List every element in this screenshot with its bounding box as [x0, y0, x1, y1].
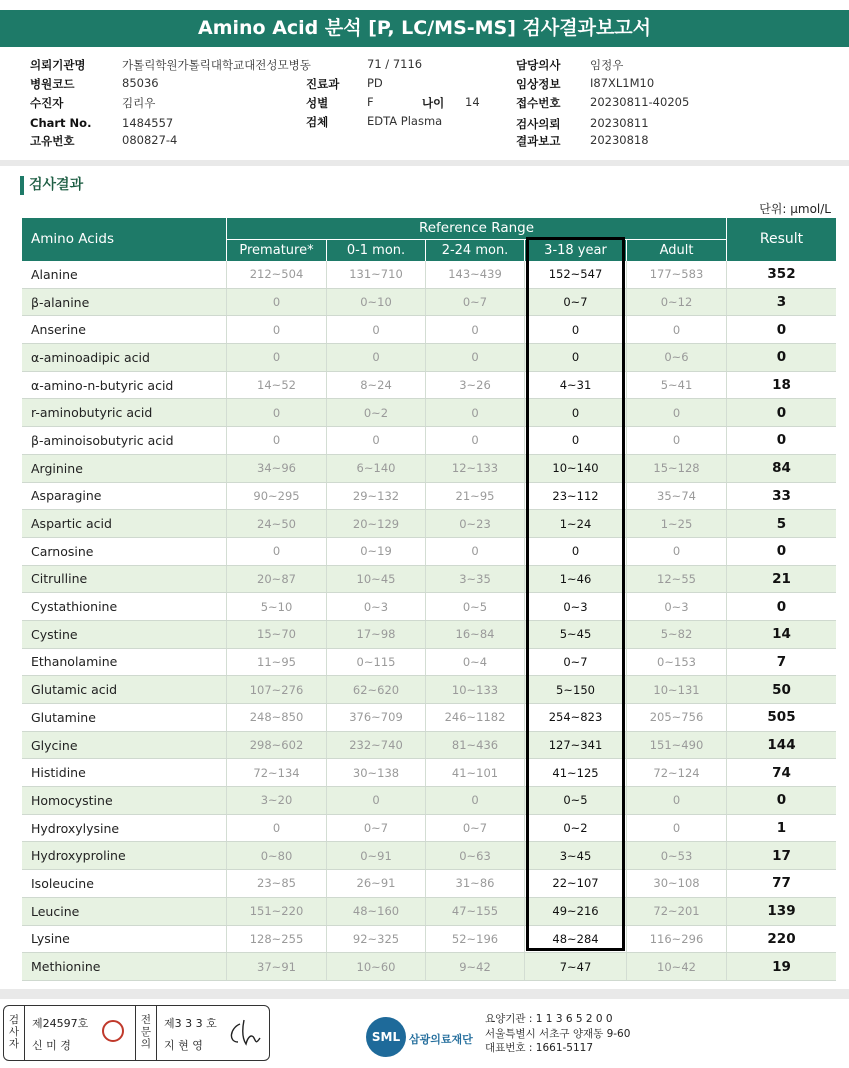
amino-acid-name: Glycine: [31, 737, 78, 753]
request-value: 20230811: [590, 116, 649, 130]
code-value: 85036: [122, 76, 159, 90]
specimen-label: 검체: [306, 115, 329, 129]
sex-value: F: [367, 95, 374, 109]
reference-range-cell: 8~24: [326, 372, 425, 399]
reference-range-cell: 0~80: [226, 842, 326, 869]
report-label: 결과보고: [516, 134, 561, 148]
section-title: 검사결과: [20, 176, 83, 195]
amino-acid-name: Homocystine: [31, 792, 113, 808]
reference-range-cell: 0~19: [326, 538, 425, 565]
ward-value: 71 / 7116: [367, 57, 423, 71]
reference-range-cell: 0: [524, 344, 626, 371]
reference-range-cell: 177~583: [626, 261, 726, 288]
result-value: 0: [726, 427, 836, 454]
reference-range-cell: 152~547: [524, 261, 626, 288]
age-value: 14: [465, 95, 480, 109]
reference-range-cell: 0~7: [524, 289, 626, 316]
reference-range-cell: 376~709: [326, 704, 425, 731]
amino-acid-name: Alanine: [31, 266, 78, 282]
amino-acid-name: Carnosine: [31, 543, 94, 559]
header-result: Result: [727, 218, 836, 261]
reference-range-cell: 10~140: [524, 455, 626, 482]
result-value: 19: [726, 953, 836, 980]
table-row: [22, 898, 836, 926]
reference-range-cell: 17~98: [326, 621, 425, 648]
reference-range-cell: 41~125: [524, 759, 626, 786]
result-value: 84: [726, 455, 836, 482]
amino-acid-name: Glutamic acid: [31, 682, 118, 698]
reference-range-cell: 0: [425, 399, 524, 426]
amino-acid-name: Methionine: [31, 959, 101, 975]
reference-range-cell: 0: [524, 399, 626, 426]
age-label: 나이: [422, 96, 445, 110]
result-value: 50: [726, 676, 836, 703]
reference-range-cell: 248~850: [226, 704, 326, 731]
reference-range-cell: 22~107: [524, 870, 626, 897]
specialist-vertical-label: [140, 1014, 152, 1050]
reference-range-cell: 20~87: [226, 566, 326, 593]
reference-range-cell: 127~341: [524, 732, 626, 759]
reference-range-cell: 254~823: [524, 704, 626, 731]
amino-acid-name: α-aminoadipic acid: [31, 349, 150, 365]
reference-range-cell: 81~436: [425, 732, 524, 759]
reference-range-cell: 0: [326, 787, 425, 814]
table-row: [22, 344, 836, 372]
table-row: [22, 566, 836, 594]
patient-value: 김리우: [122, 96, 156, 110]
specimen-value: EDTA Plasma: [367, 114, 443, 128]
chart-label: Chart No.: [30, 116, 92, 130]
reference-range-cell: 72~134: [226, 759, 326, 786]
tester-vlabel-char: 자: [8, 1038, 20, 1050]
reference-range-cell: 37~91: [226, 953, 326, 980]
reference-range-cell: 47~155: [425, 898, 524, 925]
table-row: [22, 510, 836, 538]
reference-range-cell: 0~2: [326, 399, 425, 426]
reference-range-cell: 5~150: [524, 676, 626, 703]
reference-range-cell: 0: [524, 316, 626, 343]
result-value: 21: [726, 566, 836, 593]
reference-range-cell: 151~490: [626, 732, 726, 759]
reference-range-cell: 0~4: [425, 649, 524, 676]
reference-range-cell: 0~115: [326, 649, 425, 676]
reference-range-cell: 4~31: [524, 372, 626, 399]
specialist-name: 지 현 영: [164, 1039, 203, 1052]
table-row: [22, 372, 836, 400]
reference-range-cell: 0: [226, 344, 326, 371]
table-row: [22, 455, 836, 483]
sex-label: 성별: [306, 96, 329, 110]
tester-vlabel-char: 검: [8, 1014, 20, 1026]
amino-acid-name: Citrulline: [31, 571, 88, 587]
table-row: [22, 926, 836, 954]
reference-range-cell: 6~140: [326, 455, 425, 482]
reference-range-cell: 107~276: [226, 676, 326, 703]
reference-range-cell: 72~124: [626, 759, 726, 786]
reference-range-cell: 0: [626, 316, 726, 343]
reference-range-cell: 1~24: [524, 510, 626, 537]
table-row: [22, 759, 836, 787]
table-row: [22, 870, 836, 898]
reference-range-cell: 0: [425, 538, 524, 565]
table-row: [22, 261, 836, 289]
reference-range-cell: 62~620: [326, 676, 425, 703]
reference-range-cell: 10~60: [326, 953, 425, 980]
reference-range-cell: 0: [326, 427, 425, 454]
reference-range-cell: 0: [626, 815, 726, 842]
reference-range-cell: 10~131: [626, 676, 726, 703]
table-row: [22, 289, 836, 317]
amino-acid-name: Histidine: [31, 765, 86, 781]
reference-range-cell: 15~70: [226, 621, 326, 648]
result-value: 220: [726, 926, 836, 953]
reference-range-cell: 10~42: [626, 953, 726, 980]
reference-range-cell: 0: [524, 538, 626, 565]
hospital-label: 의뢰기관명: [30, 58, 86, 72]
reference-range-cell: 1~46: [524, 566, 626, 593]
reference-range-cell: 35~74: [626, 483, 726, 510]
sml-logo-text: 삼광의료재단: [409, 1033, 473, 1046]
reference-range-cell: 131~710: [326, 261, 425, 288]
reference-range-cell: 10~45: [326, 566, 425, 593]
reference-range-cell: 3~45: [524, 842, 626, 869]
reference-range-cell: 0: [425, 787, 524, 814]
reference-range-cell: 0~3: [626, 593, 726, 620]
table-row: [22, 593, 836, 621]
table-row: [22, 732, 836, 760]
report-value: 20230818: [590, 133, 649, 147]
table-row: [22, 538, 836, 566]
result-value: 74: [726, 759, 836, 786]
dept-value: PD: [367, 76, 383, 90]
lab-address: [485, 1012, 630, 1056]
reference-range-cell: 0~53: [626, 842, 726, 869]
reference-range-cell: 5~45: [524, 621, 626, 648]
result-value: 7: [726, 649, 836, 676]
reference-range-cell: 3~26: [425, 372, 524, 399]
table-row: [22, 399, 836, 427]
reference-range-cell: 0~12: [626, 289, 726, 316]
result-value: 0: [726, 538, 836, 565]
reference-range-cell: 0: [425, 427, 524, 454]
reference-range-cell: 5~41: [626, 372, 726, 399]
reference-range-cell: 212~504: [226, 261, 326, 288]
reference-range-cell: 48~284: [524, 926, 626, 953]
table-row: [22, 427, 836, 455]
hospital-value: 가톨릭학원가톨릭대학교대전성모병동: [122, 58, 311, 72]
specialist-vlabel-char: 전: [140, 1014, 152, 1026]
reference-range-cell: 0: [226, 289, 326, 316]
tester-vertical-label: [8, 1014, 20, 1050]
highlight-3-18-year: [526, 237, 625, 951]
reference-range-cell: 31~86: [425, 870, 524, 897]
addr-line-1: 요양기관 : 1 1 3 6 5 2 0 0: [485, 1013, 613, 1025]
header-3-18-year: 3-18 year: [525, 240, 626, 261]
table-row: [22, 815, 836, 843]
sml-logo-mark: SML: [366, 1017, 406, 1057]
result-value: 1: [726, 815, 836, 842]
reference-range-cell: 72~201: [626, 898, 726, 925]
reference-range-cell: 12~133: [425, 455, 524, 482]
header-2-24-mon: 2-24 mon.: [426, 240, 524, 261]
reference-range-cell: 26~91: [326, 870, 425, 897]
reference-range-cell: 0: [626, 427, 726, 454]
result-value: 0: [726, 787, 836, 814]
divider-bottom: [0, 989, 849, 999]
reference-range-cell: 0~7: [425, 289, 524, 316]
header-amino-acids: Amino Acids: [22, 218, 226, 261]
amino-acid-name: Hydroxylysine: [31, 820, 120, 836]
unit-label: 단위: μmol/L: [759, 202, 831, 216]
amino-acid-name: β-alanine: [31, 294, 90, 310]
reference-range-cell: 0~10: [326, 289, 425, 316]
table-row: [22, 483, 836, 511]
reference-range-cell: 0: [226, 427, 326, 454]
tester-name: 신 미 경: [32, 1039, 71, 1052]
unique-label: 고유번호: [30, 134, 75, 148]
unique-value: 080827-4: [122, 133, 178, 147]
reference-range-cell: 0: [326, 316, 425, 343]
table-row: [22, 649, 836, 677]
reference-range-cell: 0~7: [524, 649, 626, 676]
reference-range-cell: 0~63: [425, 842, 524, 869]
reference-range-cell: 12~55: [626, 566, 726, 593]
result-value: 17: [726, 842, 836, 869]
result-value: 5: [726, 510, 836, 537]
amino-acid-name: Arginine: [31, 460, 83, 476]
header-reference-range: Reference Range: [227, 218, 726, 239]
table-row: [22, 676, 836, 704]
reference-range-cell: 0~5: [425, 593, 524, 620]
reference-range-cell: 3~35: [425, 566, 524, 593]
reference-range-cell: 14~52: [226, 372, 326, 399]
table-row: [22, 842, 836, 870]
reference-range-cell: 5~82: [626, 621, 726, 648]
result-value: 505: [726, 704, 836, 731]
doctor-value: 임정우: [590, 58, 624, 72]
result-value: 3: [726, 289, 836, 316]
reference-range-cell: 0: [524, 427, 626, 454]
header-0-1-mon: 0-1 mon.: [327, 240, 425, 261]
report-title: Amino Acid 분석 [P, LC/MS-MS] 검사결과보고서: [0, 10, 849, 47]
reference-range-cell: 0: [425, 316, 524, 343]
result-value: 18: [726, 372, 836, 399]
reference-range-cell: 92~325: [326, 926, 425, 953]
addr-line-3: 대표번호 : 1661-5117: [485, 1042, 594, 1054]
reference-range-cell: 0~23: [425, 510, 524, 537]
dept-label: 진료과: [306, 77, 340, 91]
header-adult: Adult: [627, 240, 726, 261]
reference-range-cell: 3~20: [226, 787, 326, 814]
doctor-label: 담당의사: [516, 58, 561, 72]
clinical-value: I87XL1M10: [590, 76, 655, 90]
reference-range-cell: 16~84: [425, 621, 524, 648]
table-row: [22, 787, 836, 815]
reference-range-cell: 0~5: [524, 787, 626, 814]
specialist-number: 제3 3 3 호: [164, 1017, 217, 1030]
result-value: 139: [726, 898, 836, 925]
tester-vlabel-char: 사: [8, 1026, 20, 1038]
amino-acid-name: Aspartic acid: [31, 516, 112, 532]
reference-range-cell: 0: [226, 538, 326, 565]
reference-range-cell: 21~95: [425, 483, 524, 510]
reference-range-cell: 7~47: [524, 953, 626, 980]
amino-acid-name: β-aminoisobutyric acid: [31, 432, 174, 448]
code-label: 병원코드: [30, 77, 75, 91]
specialist-vlabel-char: 의: [140, 1038, 152, 1050]
receipt-value: 20230811-40205: [590, 95, 690, 109]
amino-acid-name: r-aminobutyric acid: [31, 405, 153, 421]
reference-range-cell: 232~740: [326, 732, 425, 759]
reference-range-cell: 0: [226, 815, 326, 842]
reference-range-cell: 23~85: [226, 870, 326, 897]
result-value: 0: [726, 399, 836, 426]
reference-range-cell: 49~216: [524, 898, 626, 925]
reference-range-cell: 0~3: [326, 593, 425, 620]
specialist-signature: [226, 1018, 264, 1048]
amino-acid-name: α-amino-n-butyric acid: [31, 377, 174, 393]
reference-range-cell: 0~91: [326, 842, 425, 869]
reference-range-cell: 48~160: [326, 898, 425, 925]
reference-range-cell: 143~439: [425, 261, 524, 288]
reference-range-cell: 116~296: [626, 926, 726, 953]
reference-range-cell: 0: [626, 538, 726, 565]
result-value: 77: [726, 870, 836, 897]
reference-range-cell: 90~295: [226, 483, 326, 510]
patient-label: 수진자: [30, 96, 64, 110]
addr-line-2: 서울특별시 서초구 양재동 9-60: [485, 1027, 631, 1040]
result-value: 0: [726, 344, 836, 371]
amino-acid-name: Glutamine: [31, 709, 96, 725]
result-value: 14: [726, 621, 836, 648]
specialist-vlabel-char: 문: [140, 1026, 152, 1038]
reference-range-cell: 9~42: [425, 953, 524, 980]
reference-range-cell: 0~7: [425, 815, 524, 842]
amino-acid-name: Hydroxyproline: [31, 848, 126, 864]
table-row: [22, 316, 836, 344]
reference-range-cell: 52~196: [425, 926, 524, 953]
reference-range-cell: 0: [626, 399, 726, 426]
reference-range-cell: 1~25: [626, 510, 726, 537]
reference-range-cell: 11~95: [226, 649, 326, 676]
reference-range-cell: 0: [226, 399, 326, 426]
reference-range-cell: 30~108: [626, 870, 726, 897]
results-table: [22, 261, 836, 981]
result-value: 0: [726, 593, 836, 620]
reference-range-cell: 0: [326, 344, 425, 371]
amino-acid-name: Cystine: [31, 626, 78, 642]
reference-range-cell: 30~138: [326, 759, 425, 786]
reference-range-cell: 15~128: [626, 455, 726, 482]
reference-range-cell: 5~10: [226, 593, 326, 620]
reference-range-cell: 24~50: [226, 510, 326, 537]
reference-range-cell: 0~2: [524, 815, 626, 842]
reference-range-cell: 23~112: [524, 483, 626, 510]
reference-range-cell: 41~101: [425, 759, 524, 786]
request-label: 검사의뢰: [516, 117, 561, 131]
amino-acid-name: Lysine: [31, 931, 70, 947]
reference-range-cell: 0: [425, 344, 524, 371]
table-row: [22, 704, 836, 732]
table-row: [22, 621, 836, 649]
chart-value: 1484557: [122, 116, 174, 130]
tester-number: 제24597호: [32, 1017, 89, 1030]
reference-range-cell: 0~7: [326, 815, 425, 842]
receipt-label: 접수번호: [516, 96, 561, 110]
amino-acid-name: Isoleucine: [31, 875, 94, 891]
reference-range-cell: 34~96: [226, 455, 326, 482]
reference-range-cell: 0: [626, 787, 726, 814]
result-value: 352: [726, 261, 836, 288]
amino-acid-name: Ethanolamine: [31, 654, 118, 670]
result-value: 144: [726, 732, 836, 759]
reference-range-cell: 246~1182: [425, 704, 524, 731]
signature-box: [3, 1005, 270, 1061]
table-row: [22, 953, 836, 981]
clinical-label: 임상정보: [516, 77, 561, 91]
header-premature: Premature*: [227, 240, 326, 261]
reference-range-cell: 0~153: [626, 649, 726, 676]
footer: [0, 1003, 849, 1068]
reference-range-cell: 205~756: [626, 704, 726, 731]
tester-seal: [102, 1020, 124, 1042]
reference-range-cell: 0~3: [524, 593, 626, 620]
reference-range-cell: 20~129: [326, 510, 425, 537]
reference-range-cell: 298~602: [226, 732, 326, 759]
reference-range-cell: 128~255: [226, 926, 326, 953]
amino-acid-name: Cystathionine: [31, 599, 118, 615]
divider-top: [0, 160, 849, 166]
amino-acid-name: Anserine: [31, 322, 86, 338]
reference-range-cell: 29~132: [326, 483, 425, 510]
result-value: 0: [726, 316, 836, 343]
reference-range-cell: 0: [226, 316, 326, 343]
reference-range-cell: 151~220: [226, 898, 326, 925]
amino-acid-name: Asparagine: [31, 488, 102, 504]
result-value: 33: [726, 483, 836, 510]
reference-range-cell: 10~133: [425, 676, 524, 703]
amino-acid-name: Leucine: [31, 903, 80, 919]
reference-range-cell: 0~6: [626, 344, 726, 371]
